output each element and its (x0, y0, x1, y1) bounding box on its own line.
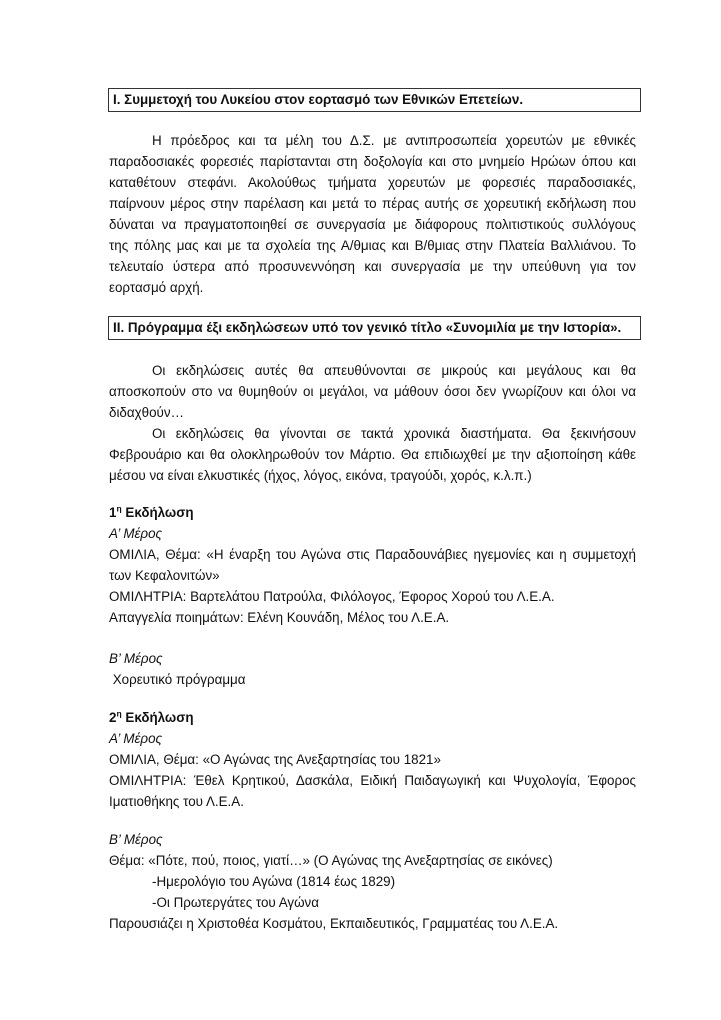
event2-item: -Οι Πρωτεργάτες του Αγώνα (152, 895, 319, 910)
section1-line: παραδοσιακές φορεσιές παρίστανται στη δοξολογία και στο μνημείο Ηρώων όπου και (109, 154, 636, 169)
event1-talk-line: ΟΜΙΛΙΑ, Θέμα: «Η έναρξη του Αγώνα στις Παραδουνάβιες ηγεμονίες και η συμμετοχή (109, 547, 636, 562)
section1-line: παίρνουν μέρος στην παρέλαση και μετά το πέρας αυτής σε χορευτική εκδήλωση που (109, 196, 636, 211)
event2-presenter: Παρουσιάζει η Χριστοθέα Κοσμάτου, Εκπαιδευτικός, Γραμματέας του Λ.Ε.Α. (109, 916, 559, 931)
event1-dance: Χορευτικό πρόγραμμα (109, 672, 246, 687)
section1-line: καταθέτουν στεφάνι. Ακολούθως τμήματα χορευτών με φορεσιές παραδοσιακές, (109, 175, 636, 190)
section1-line: τελευταίο ύστερα από προσυνεννόηση και συνεργασία με την υπεύθυνη για τον (109, 259, 636, 274)
event1-talk-line: των Κεφαλονιτών» (109, 568, 220, 583)
section1-line: δύναται να πραγματοποιηθεί σε συνεργασία με διάφορους πολιτιστικούς συλλόγους (109, 217, 636, 232)
event2-item: -Ημερολόγιο του Αγώνα (1814 έως 1829) (152, 874, 396, 889)
event2-number: 2 (109, 710, 117, 725)
event1-part-b: Β’ Μέρος (109, 651, 163, 666)
event1-poems: Απαγγελία ποιημάτων: Ελένη Κουνάδη, Μέλος του Λ.Ε.Α. (109, 610, 450, 625)
event2-speaker-line: ΟΜΙΛΗΤΡΙΑ: Έθελ Κρητικού, Δασκάλα, Ειδική Παιδαγωγική και Ψυχολογία, Έφορος (109, 773, 636, 788)
section2-para2-line: μέσου να είναι ελκυστικές (ήχος, λόγος, εικόνα, τραγούδι, χορός, κ.λ.π.) (109, 468, 532, 483)
event2-title: Εκδήλωση (125, 710, 194, 725)
event2-part-a: Α’ Μέρος (109, 731, 163, 746)
event1-speaker: ΟΜΙΛΗΤΡΙΑ: Βαρτελάτου Πατρούλα, Φιλόλογος, Έφορος Χορού του Λ.Ε.Α. (109, 589, 555, 604)
event1-part-a: Α’ Μέρος (109, 526, 163, 541)
section1-line: Η πρόεδρος και τα μέλη του Δ.Σ. με αντιπροσωπεία χορευτών με εθνικές (152, 133, 636, 148)
section2-para2-line: Οι εκδηλώσεις θα γίνονται σε τακτά χρονικά διαστήματα. Θα ξεκινήσουν (152, 426, 636, 441)
event2-part-b: Β’ Μέρος (109, 832, 163, 847)
event2-talk: ΟΜΙΛΙΑ, Θέμα: «Ο Αγώνας της Ανεξαρτησίας του 1821» (109, 752, 441, 767)
event1-number: 1 (109, 505, 117, 520)
event2-heading (109, 708, 194, 728)
event2-speaker-line: Ιματιοθήκης του Λ.Ε.Α. (109, 794, 244, 809)
section2-heading: II. Πρόγραμμα έξι εκδηλώσεων υπό τον γενικό τίτλο «Συνομιλία με την Ιστορία». (108, 316, 641, 340)
event2-theme: Θέμα: «Πότε, πού, ποιος, γιατί…» (Ο Αγώνας της Ανεξαρτησίας σε εικόνες) (109, 853, 553, 868)
section1-heading: I. Συμμετοχή του Λυκείου στον εορτασμό των Εθνικών Επετείων. (108, 88, 641, 112)
section1-line: εορτασμό αρχή. (109, 280, 204, 295)
section1-line: της πόλης μας και με τα σχολεία της Α/θμιας και Β/θμιας στην Πλατεία Βαλλιάνου. Το (109, 238, 636, 253)
section2-para2-line: Φεβρουάριο και θα ολοκληρωθούν τον Μάρτιο. Θα επιδιωχθεί με την αξιοποίηση κάθε (109, 447, 636, 462)
section2-para1-line: διδαχθούν… (109, 405, 184, 420)
section2-para1-line: αποσκοπούν στο να θυμηθούν οι μεγάλοι, να μάθουν όσοι δεν γνωρίζουν και όλοι να (109, 384, 636, 399)
event2-superscript: η (116, 708, 122, 719)
event1-title: Εκδήλωση (125, 505, 194, 520)
event1-heading (109, 503, 194, 523)
section2-para1-line: Οι εκδηλώσεις αυτές θα απευθύνονται σε μικρούς και μεγάλους και θα (152, 363, 636, 378)
event1-superscript: η (116, 503, 122, 514)
